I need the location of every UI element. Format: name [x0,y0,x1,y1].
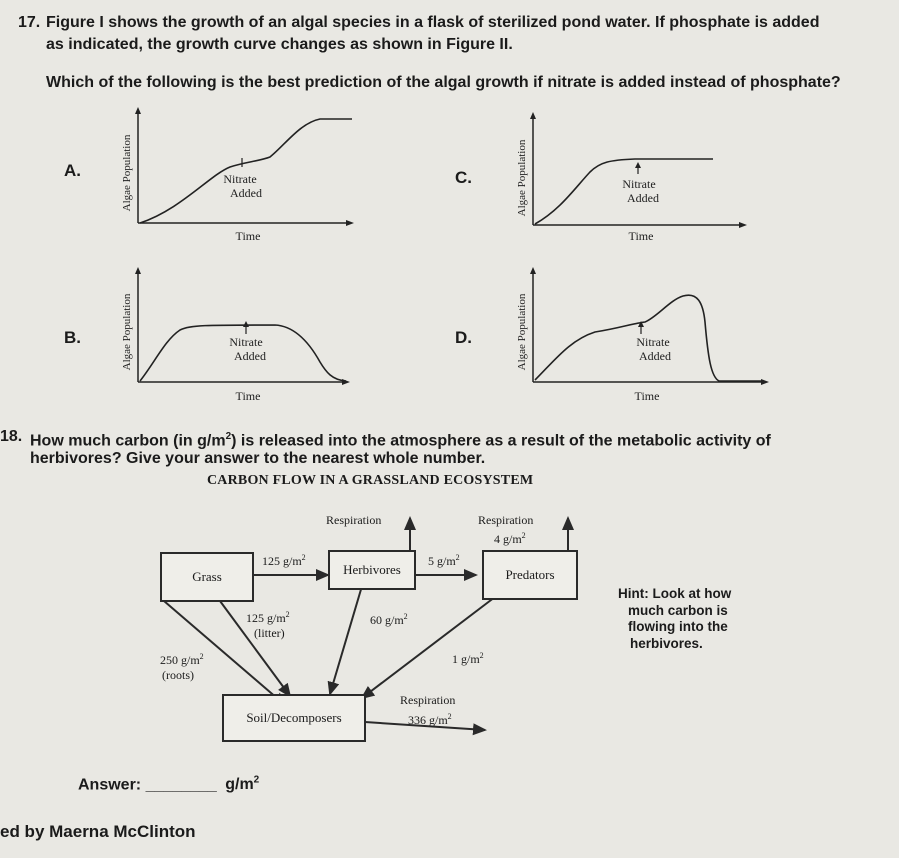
option-b-marker-head [243,321,249,327]
respiration-pred-label: Respiration [478,513,534,527]
q17-text-line2: as indicated, the growth curve changes as shown in Figure II. [46,36,513,53]
option-a-curve [140,119,352,223]
herb-soil-value [370,612,408,628]
option-d-annotation-2: Added [639,349,671,363]
option-c-graph[interactable] [505,110,765,250]
hint-line-2: much carbon is [628,602,728,618]
option-d-y-arrow [530,267,536,274]
option-a-letter[interactable]: A. [64,161,81,180]
option-d-xlabel: Time [634,389,660,403]
option-c-letter[interactable]: C. [455,168,472,187]
grass-herb-value-text: 125 g/m [262,554,302,568]
answer-unit-sup: 2 [253,775,260,786]
option-a-annotation-1: Nitrate [223,172,257,186]
option-d-letter[interactable]: D. [455,328,472,347]
respiration-pred-value-text: 4 g/m [494,532,522,546]
q18-text-line2: herbivores? Give your answer to the nearest whole number. [30,450,486,467]
option-a-graph[interactable] [110,105,370,245]
option-d-ylabel: Algae Population [516,293,528,371]
pred-soil-value-text: 1 g/m [452,652,480,666]
option-a-annotation-2: Added [230,186,262,200]
hint-box [618,586,731,652]
q17-number: 17. [18,14,41,31]
arrow-herb-soil [330,586,362,694]
answer-unit [225,776,259,793]
option-b-annotation-2: Added [234,349,266,363]
soil-label: Soil/Decomposers [246,710,342,725]
roots-value-sup: 2 [199,652,204,661]
option-c-curve [535,159,713,224]
grass-herb-value [262,553,306,569]
litter-value-text: 125 g/m [246,611,286,625]
q18-text-line1-pre: How much carbon (in g/m [30,432,226,450]
option-c-annotation-2: Added [627,191,659,205]
grass-label: Grass [192,569,222,584]
option-d-x-arrow [761,379,769,385]
herb-pred-value-text: 5 g/m [428,554,456,568]
option-b-xlabel: Time [235,389,261,403]
respiration-soil-value [408,712,452,728]
respiration-pred-value [494,531,526,547]
litter-value-sup: 2 [285,610,290,619]
answer-row [78,775,259,794]
litter-label: (litter) [254,626,285,640]
option-b-annotation-1: Nitrate [229,335,263,349]
respiration-soil-label: Respiration [400,693,456,707]
option-b-graph[interactable] [110,262,370,407]
herbivores-box [328,550,416,590]
option-c-y-arrow [530,112,536,119]
hint-line-4: herbivores. [630,635,703,651]
pred-soil-value [452,651,484,667]
option-c-x-arrow [739,222,747,228]
herb-soil-value-text: 60 g/m [370,613,404,627]
herb-soil-value-sup: 2 [403,612,408,621]
respiration-soil-value-sup: 2 [447,712,452,721]
answer-blank[interactable]: ________ [145,776,217,794]
option-b-ylabel: Algae Population [121,293,133,371]
option-a-y-arrow [135,107,141,114]
herb-pred-value-sup: 2 [455,553,460,562]
footer-credit: ed by Maerna McClinton [0,822,196,841]
respiration-soil-value-text: 336 g/m [408,713,448,727]
option-d-annotation-1: Nitrate [636,335,670,349]
q17-question: Which of the following is the best prediction of the algal growth if nitrate is added instead of phosphate? [46,74,841,91]
respiration-pred-value-sup: 2 [521,531,526,540]
q18-text-line1-post: ) is released into the atmosphere as a result of the metabolic activity of [231,432,771,450]
option-c-annotation-1: Nitrate [622,177,656,191]
q18-number: 18. [0,428,23,445]
pred-soil-value-sup: 2 [479,651,484,660]
option-b-y-arrow [135,267,141,274]
hint-line-1: Hint: Look at how [618,586,732,601]
roots-label: (roots) [162,668,194,682]
predators-box [482,550,578,600]
predators-label: Predators [505,567,555,582]
option-a-ylabel: Algae Population [121,134,133,212]
option-c-ylabel: Algae Population [516,139,528,217]
option-a-xlabel: Time [235,229,261,243]
option-a-x-arrow [346,220,354,226]
litter-value [246,610,290,626]
q17-text-line1: Figure I shows the growth of an algal species in a flask of sterilized pond water. If phosphate is added [46,14,820,31]
hint-line-3: flowing into the [628,619,728,634]
answer-unit-text: g/m [225,776,254,794]
grass-herb-value-sup: 2 [301,553,306,562]
grass-box [160,552,254,602]
roots-value-text: 250 g/m [160,653,200,667]
diagram-title: CARBON FLOW IN A GRASSLAND ECOSYSTEM [207,473,534,488]
option-c-marker-head [635,162,641,168]
option-c-xlabel: Time [628,229,654,243]
soil-box [222,694,366,742]
option-d-graph[interactable] [505,262,780,407]
q18-text-line1-sup: 2 [225,431,232,442]
herbivores-label: Herbivores [343,562,401,577]
option-b-letter[interactable]: B. [64,328,81,347]
herb-pred-value [428,553,460,569]
roots-value [160,652,204,668]
answer-label: Answer: [78,776,142,794]
respiration-herb-label: Respiration [326,513,382,527]
